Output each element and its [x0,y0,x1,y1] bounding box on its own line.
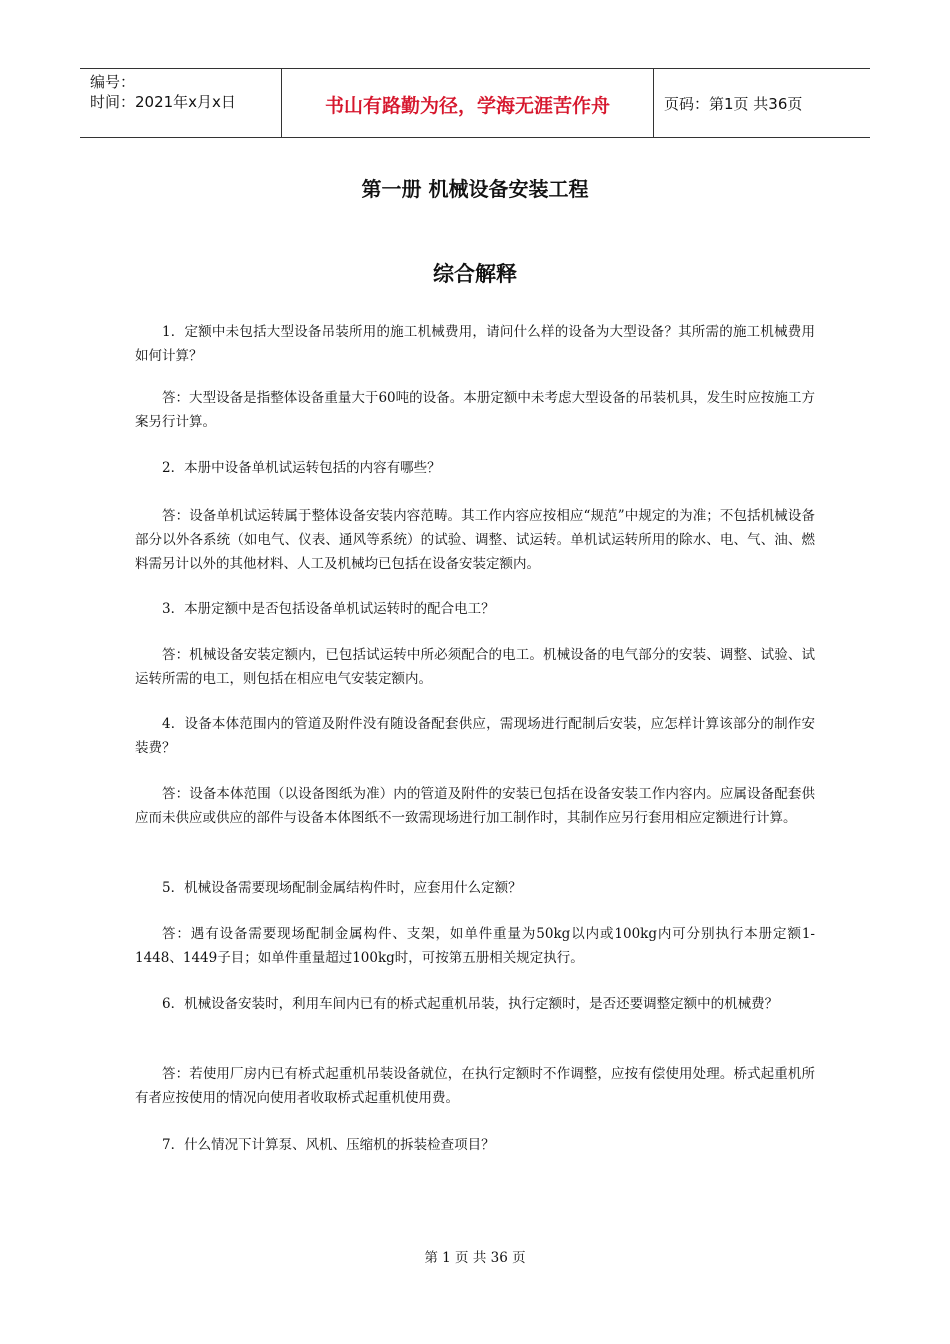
question-1: 1．定额中未包括大型设备吊装所用的施工机械费用，请问什么样的设备为大型设备？其所需的施工机械费用如何计算？ [135,324,815,364]
question-6: 6．机械设备安装时，利用车间内已有的桥式起重机吊装，执行定额时，是否还要调整定额中的机械费？ [162,996,779,1012]
question-3: 3．本册定额中是否包括设备单机试运转时的配合电工？ [162,601,495,617]
answer-6: 答：若使用厂房内已有桥式起重机吊装设备就位，在执行定额时不作调整，应按有偿使用处理。桥式起重机所有者应按使用的情况向使用者收取桥式起重机使用费。 [135,1066,815,1106]
answer-1: 答：大型设备是指整体设备重量大于60吨的设备。本册定额中未考虑大型设备的吊装机具，发生时应按施工方案另行计算。 [135,390,815,430]
question-7: 7．什么情况下计算泵、风机、压缩机的拆装检查项目？ [162,1137,495,1153]
page-header [80,68,870,138]
header-page-cell [654,69,870,137]
header-motto-cell [282,69,654,137]
answer-4: 答：设备本体范围（以设备图纸为准）内的管道及附件的安装已包括在设备安装工作内容内。应属设备配套供应而未供应或供应的部件与设备本体图纸不一致需现场进行加工制作时，其制作应另行套用相应定额进行计算。 [135,786,815,826]
document-date: 时间：2021年x月x日 [90,93,236,111]
header-meta-cell [80,69,282,137]
question-5: 5．机械设备需要现场配制金属结构件时，应套用什么定额？ [162,880,522,896]
section-title: 综合解释 [433,262,517,286]
header-motto: 书山有路勤为径，学海无涯苦作舟 [324,95,610,117]
answer-3: 答：机械设备安装定额内，已包括试运转中所必须配合的电工。机械设备的电气部分的安装、调整、试验、试运转所需的电工，则包括在相应电气安装定额内。 [135,647,815,687]
page-footer: 第 1 页 共 36 页 [424,1250,526,1266]
answer-2: 答：设备单机试运转属于整体设备安装内容范畴。其工作内容应按相应“规范”中规定的为准；不包括机械设备部分以外各系统（如电气、仪表、通风等系统）的试验、调整、试运转。单机试运转所用的除水、电、气、油、燃料需另计以外的其他材料、人工及机械均已包括在设备安装定额内。 [135,508,815,572]
document-code-label: 编号： [90,73,136,91]
question-2: 2．本册中设备单机试运转包括的内容有哪些？ [162,460,441,476]
answer-5: 答：遇有设备需要现场配制金属构件、支架，如单件重量为50kg以内或100kg内可分别执行本册定额1-1448、1449子目；如单件重量超过100kg时，可按第五册相关规定执行。 [135,926,815,966]
question-4: 4．设备本体范围内的管道及附件没有随设备配套供应，需现场进行配制后安装，应怎样计算该部分的制作安装费？ [135,716,815,756]
volume-title: 第一册 机械设备安装工程 [361,177,589,201]
header-page-info: 页码：第1页 共36页 [664,95,803,113]
